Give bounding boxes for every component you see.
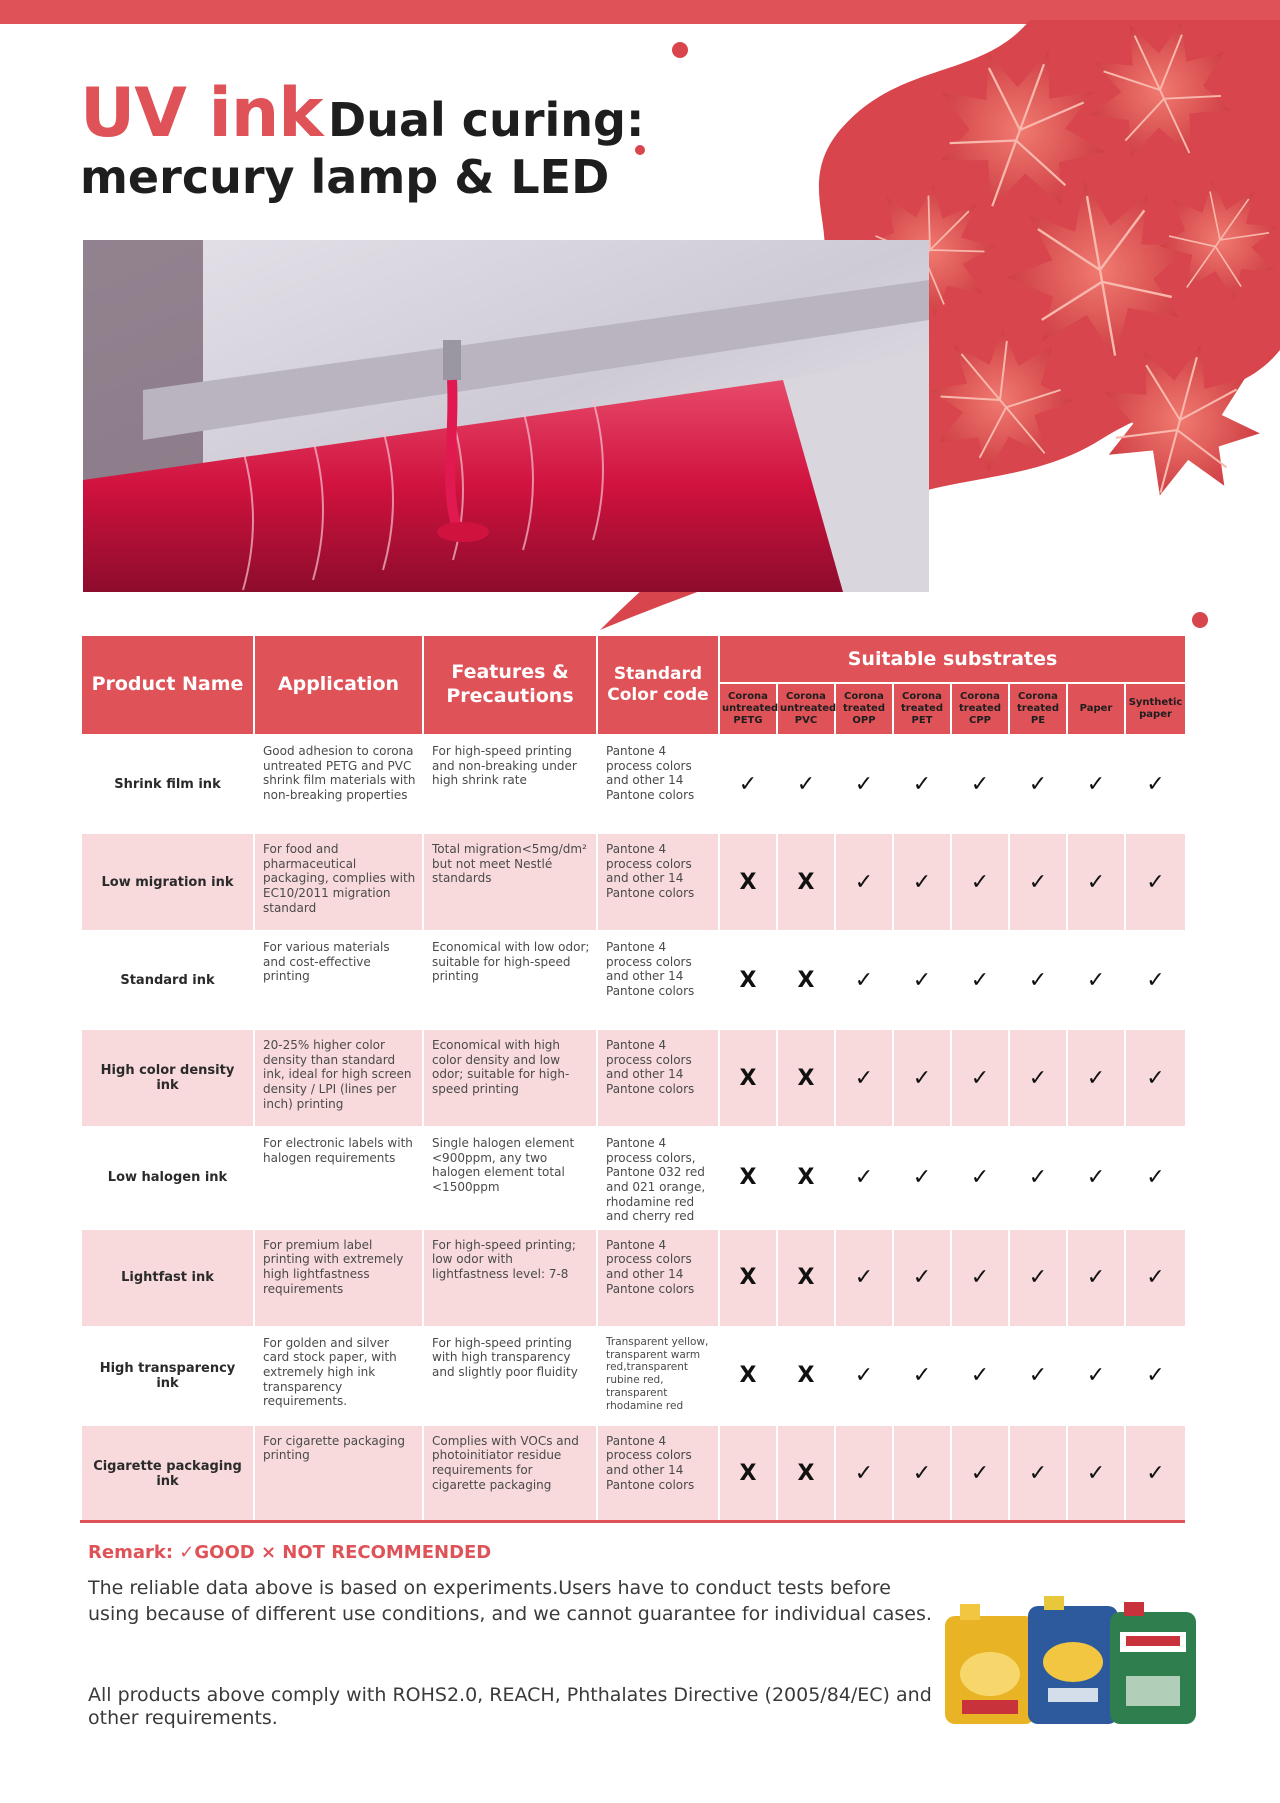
product-name-cell: High transparency ink bbox=[81, 1327, 254, 1425]
substrate-header: Corona treated PET bbox=[893, 683, 951, 735]
substrate-mark: X bbox=[777, 931, 835, 1029]
substrate-mark: ✓ bbox=[893, 1127, 951, 1229]
header-application: Application bbox=[254, 635, 423, 735]
application-cell: For premium label printing with extremely high lightfastness requirements bbox=[254, 1229, 423, 1327]
table-row bbox=[81, 833, 1186, 931]
substrate-mark: ✓ bbox=[1125, 1425, 1186, 1523]
header-product-name: Product Name bbox=[81, 635, 254, 735]
product-name-cell: Shrink film ink bbox=[81, 735, 254, 833]
substrate-mark: ✓ bbox=[835, 833, 893, 931]
compliance-note: All products above comply with ROHS2.0, REACH, Phthalates Directive (2005/84/EC) and other requirements. bbox=[88, 1684, 932, 1730]
substrate-mark: ✓ bbox=[893, 1029, 951, 1127]
substrate-mark: ✓ bbox=[951, 1229, 1009, 1327]
substrate-mark: X bbox=[777, 833, 835, 931]
substrate-mark: ✓ bbox=[951, 1127, 1009, 1229]
substrate-mark: ✓ bbox=[835, 1029, 893, 1127]
table-row bbox=[81, 1229, 1186, 1327]
substrate-mark: ✓ bbox=[951, 1327, 1009, 1425]
substrate-mark: X bbox=[777, 1327, 835, 1425]
table-row bbox=[81, 1029, 1186, 1127]
substrate-mark: X bbox=[777, 1029, 835, 1127]
substrate-mark: ✓ bbox=[1009, 735, 1067, 833]
substrate-header: Corona untreated PETG bbox=[719, 683, 777, 735]
substrate-mark: ✓ bbox=[1009, 1127, 1067, 1229]
substrate-mark: ✓ bbox=[835, 1327, 893, 1425]
substrate-mark: ✓ bbox=[951, 931, 1009, 1029]
substrate-mark: ✓ bbox=[1067, 1127, 1125, 1229]
product-name-cell: Low migration ink bbox=[81, 833, 254, 931]
color-code-cell: Transparent yellow, transparent warm red,transparent rubine red, transparent rhodamine red bbox=[597, 1327, 719, 1425]
substrate-mark: ✓ bbox=[893, 1229, 951, 1327]
color-code-cell: Pantone 4 process colors and other 14 Pantone colors bbox=[597, 1029, 719, 1127]
substrate-mark: ✓ bbox=[1125, 1327, 1186, 1425]
substrate-mark: ✓ bbox=[835, 1127, 893, 1229]
product-name-cell: Lightfast ink bbox=[81, 1229, 254, 1327]
title-line1: Dual curing: bbox=[328, 93, 645, 147]
table-row bbox=[81, 931, 1186, 1029]
substrate-mark: X bbox=[777, 1425, 835, 1523]
substrate-mark: ✓ bbox=[1067, 931, 1125, 1029]
header-suitable-substrates: Suitable substrates bbox=[719, 635, 1186, 683]
table-row bbox=[81, 1327, 1186, 1425]
application-cell: Good adhesion to corona untreated PETG and PVC shrink film materials with non-breaking properties bbox=[254, 735, 423, 833]
substrate-mark: ✓ bbox=[1125, 1029, 1186, 1127]
color-code-cell: Pantone 4 process colors and other 14 Pantone colors bbox=[597, 833, 719, 931]
color-code-cell: Pantone 4 process colors and other 14 Pantone colors bbox=[597, 735, 719, 833]
substrate-header: Corona untreated PVC bbox=[777, 683, 835, 735]
features-cell: Economical with high color density and low odor; suitable for high-speed printing bbox=[423, 1029, 597, 1127]
substrate-mark: ✓ bbox=[1125, 833, 1186, 931]
substrate-mark: ✓ bbox=[1067, 1425, 1125, 1523]
substrate-mark: X bbox=[719, 1327, 777, 1425]
substrate-mark: X bbox=[719, 1229, 777, 1327]
substrate-mark: ✓ bbox=[951, 735, 1009, 833]
page-title bbox=[80, 74, 645, 205]
substrate-mark: ✓ bbox=[1067, 735, 1125, 833]
substrate-mark: X bbox=[719, 931, 777, 1029]
substrate-header: Corona treated PE bbox=[1009, 683, 1067, 735]
substrate-mark: ✓ bbox=[835, 1229, 893, 1327]
substrate-mark: ✓ bbox=[1067, 833, 1125, 931]
application-cell: 20-25% higher color density than standard ink, ideal for high screen density / LPI (lines per inch) printing bbox=[254, 1029, 423, 1127]
substrate-mark: ✓ bbox=[1125, 1229, 1186, 1327]
color-code-cell: Pantone 4 process colors and other 14 Pantone colors bbox=[597, 931, 719, 1029]
substrate-mark: X bbox=[777, 1127, 835, 1229]
table-row bbox=[81, 1425, 1186, 1523]
remark-legend: Remark: ✓GOOD × NOT RECOMMENDED bbox=[88, 1542, 492, 1563]
substrate-mark: ✓ bbox=[1067, 1029, 1125, 1127]
table-row bbox=[81, 735, 1186, 833]
disclaimer-note: The reliable data above is based on experiments.Users have to conduct tests before using because of different use conditions, and we cannot guarantee for individual cases. bbox=[88, 1577, 932, 1625]
product-name-cell: Standard ink bbox=[81, 931, 254, 1029]
substrate-mark: ✓ bbox=[893, 735, 951, 833]
application-cell: For golden and silver card stock paper, with extremely high ink transparency requirements. bbox=[254, 1327, 423, 1425]
table-bottom-rule bbox=[80, 1520, 1185, 1523]
substrate-mark: ✓ bbox=[1009, 1029, 1067, 1127]
substrate-mark: ✓ bbox=[835, 931, 893, 1029]
printing-press-photo bbox=[83, 240, 929, 592]
substrate-mark: ✓ bbox=[893, 1425, 951, 1523]
product-name-cell: Low halogen ink bbox=[81, 1127, 254, 1229]
substrate-header: Synthetic paper bbox=[1125, 683, 1186, 735]
substrate-mark: ✓ bbox=[1009, 833, 1067, 931]
substrate-mark: ✓ bbox=[1067, 1229, 1125, 1327]
features-cell: Complies with VOCs and photoinitiator residue requirements for cigarette packaging bbox=[423, 1425, 597, 1523]
substrate-mark: X bbox=[719, 833, 777, 931]
features-cell: For high-speed printing and non-breaking under high shrink rate bbox=[423, 735, 597, 833]
substrate-mark: ✓ bbox=[893, 833, 951, 931]
header-features: Features & Precautions bbox=[423, 635, 597, 735]
application-cell: For food and pharmaceutical packaging, complies with EC10/2011 migration standard bbox=[254, 833, 423, 931]
product-name-cell: Cigarette packaging ink bbox=[81, 1425, 254, 1523]
substrate-mark: ✓ bbox=[1009, 1425, 1067, 1523]
product-name-cell: High color density ink bbox=[81, 1029, 254, 1127]
application-cell: For various materials and cost-effective printing bbox=[254, 931, 423, 1029]
substrate-mark: X bbox=[719, 1029, 777, 1127]
color-code-cell: Pantone 4 process colors, Pantone 032 red and 021 orange, rhodamine red and cherry red bbox=[597, 1127, 719, 1229]
substrate-mark: ✓ bbox=[777, 735, 835, 833]
features-cell: Single halogen element <900ppm, any two halogen element total <1500ppm bbox=[423, 1127, 597, 1229]
substrate-mark: ✓ bbox=[1009, 931, 1067, 1029]
features-cell: For high-speed printing with high transparency and slightly poor fluidity bbox=[423, 1327, 597, 1425]
features-cell: For high-speed printing; low odor with lightfastness level: 7-8 bbox=[423, 1229, 597, 1327]
substrate-mark: ✓ bbox=[1067, 1327, 1125, 1425]
substrate-header: Corona treated CPP bbox=[951, 683, 1009, 735]
table-row bbox=[81, 1127, 1186, 1229]
substrate-mark: ✓ bbox=[1125, 1127, 1186, 1229]
product-spec-table bbox=[80, 634, 1187, 1524]
substrate-mark: ✓ bbox=[951, 833, 1009, 931]
header-color-code: Standard Color code bbox=[597, 635, 719, 735]
application-cell: For electronic labels with halogen requirements bbox=[254, 1127, 423, 1229]
application-cell: For cigarette packaging printing bbox=[254, 1425, 423, 1523]
substrate-header: Corona treated OPP bbox=[835, 683, 893, 735]
oil-bottles-image bbox=[940, 1596, 1200, 1726]
substrate-mark: ✓ bbox=[719, 735, 777, 833]
substrate-mark: ✓ bbox=[893, 931, 951, 1029]
substrate-header: Paper bbox=[1067, 683, 1125, 735]
substrate-mark: ✓ bbox=[1125, 735, 1186, 833]
substrate-mark: ✓ bbox=[1009, 1229, 1067, 1327]
substrate-mark: ✓ bbox=[1009, 1327, 1067, 1425]
substrate-mark: ✓ bbox=[893, 1327, 951, 1425]
features-cell: Economical with low odor; suitable for high-speed printing bbox=[423, 931, 597, 1029]
title-accent: UV ink bbox=[80, 74, 323, 153]
substrate-mark: X bbox=[777, 1229, 835, 1327]
substrate-mark: ✓ bbox=[835, 1425, 893, 1523]
color-code-cell: Pantone 4 process colors and other 14 Pantone colors bbox=[597, 1229, 719, 1327]
substrate-mark: ✓ bbox=[951, 1425, 1009, 1523]
color-code-cell: Pantone 4 process colors and other 14 Pantone colors bbox=[597, 1425, 719, 1523]
title-line2: mercury lamp & LED bbox=[80, 150, 610, 205]
substrate-mark: X bbox=[719, 1127, 777, 1229]
substrate-mark: ✓ bbox=[951, 1029, 1009, 1127]
features-cell: Total migration<5mg/dm² but not meet Nestlé standards bbox=[423, 833, 597, 931]
substrate-mark: ✓ bbox=[835, 735, 893, 833]
substrate-mark: ✓ bbox=[1125, 931, 1186, 1029]
substrate-mark: X bbox=[719, 1425, 777, 1523]
